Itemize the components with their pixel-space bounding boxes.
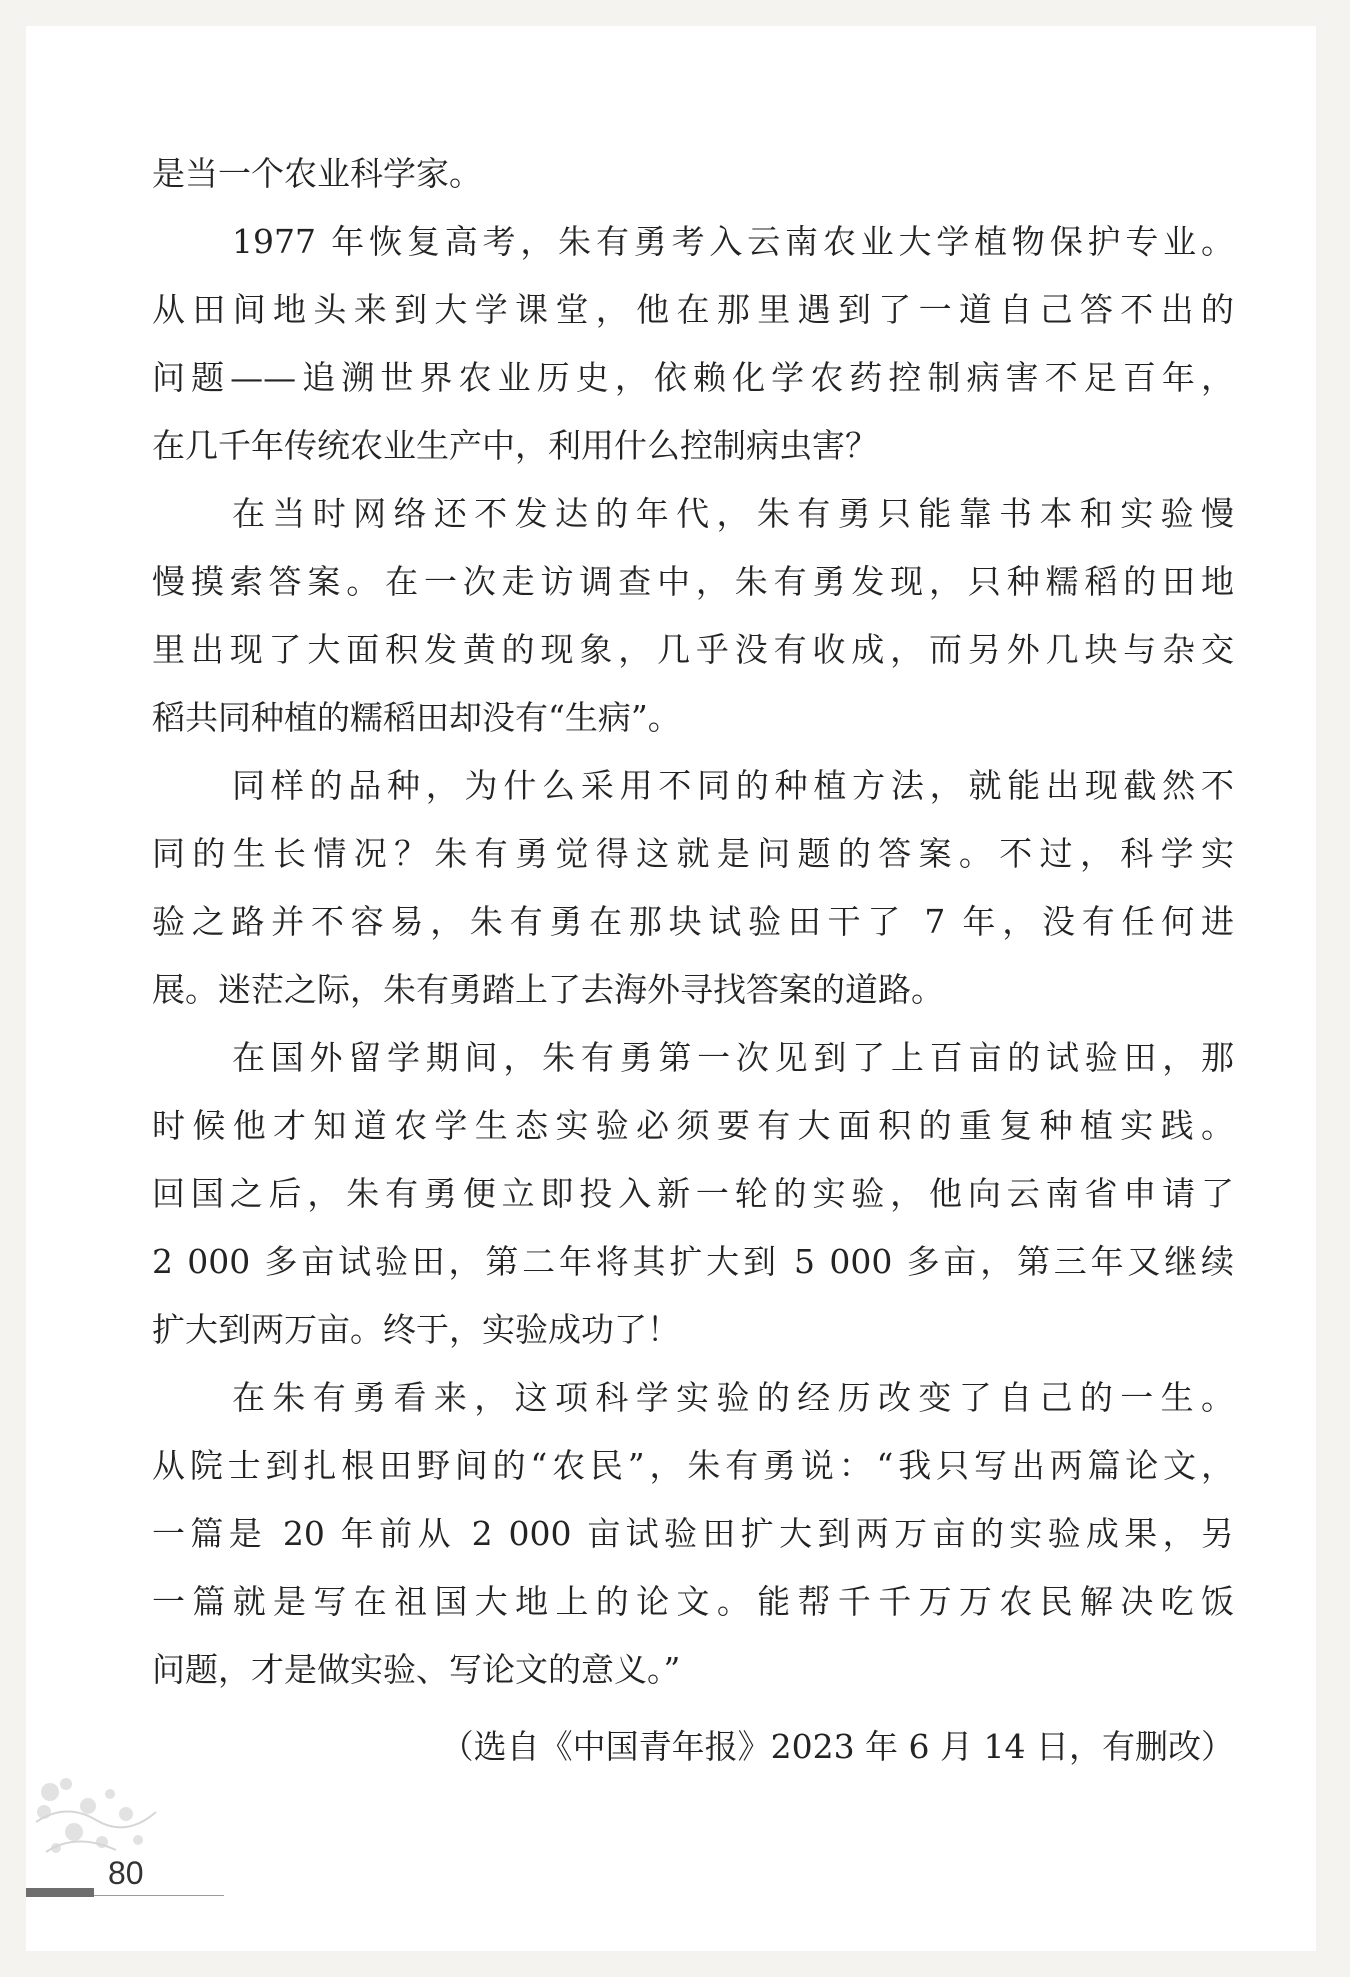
text-line: 展。迷茫之际，朱有勇踏上了去海外寻找答案的道路。 — [152, 970, 944, 1009]
text-line: 稻共同种植的糯稻田却没有“生病”。 — [152, 698, 681, 737]
text-line: 在国外留学期间，朱有勇第一次见到了上百亩的试验田，那 — [232, 1038, 1234, 1077]
floral-decoration-icon — [26, 1762, 176, 1872]
text-line: 慢摸索答案。在一次走访调查中，朱有勇发现，只种糯稻的田地 — [152, 562, 1234, 601]
page-number-bar — [26, 1888, 94, 1897]
text-line: 是当一个农业科学家。 — [152, 154, 482, 193]
text-line: 时候他才知道农学生态实验必须要有大面积的重复种植实践。 — [152, 1106, 1234, 1145]
page-number-rule — [94, 1895, 224, 1896]
text-line: 验之路并不容易，朱有勇在那块试验田干了 7 年，没有任何进 — [152, 902, 1234, 941]
text-line: 问题——追溯世界农业历史，依赖化学农药控制病害不足百年， — [152, 358, 1234, 397]
text-line: 1977 年恢复高考，朱有勇考入云南农业大学植物保护专业。 — [232, 222, 1234, 261]
text-line: 一篇就是写在祖国大地上的论文。能帮千千万万农民解决吃饭 — [152, 1582, 1234, 1621]
text-line: 2 000 多亩试验田，第二年将其扩大到 5 000 多亩，第三年又继续 — [152, 1242, 1234, 1281]
text-line: 扩大到两万亩。终于，实验成功了！ — [152, 1310, 680, 1349]
text-line: 在朱有勇看来，这项科学实验的经历改变了自己的一生。 — [232, 1378, 1234, 1417]
text-line: 在几千年传统农业生产中，利用什么控制病虫害？ — [152, 426, 878, 465]
page-number: 80 — [108, 1855, 144, 1891]
text-line: 在当时网络还不发达的年代，朱有勇只能靠书本和实验慢 — [232, 494, 1234, 533]
text-line: 里出现了大面积发黄的现象，几乎没有收成，而另外几块与杂交 — [152, 630, 1234, 669]
text-line: 同的生长情况？朱有勇觉得这就是问题的答案。不过，科学实 — [152, 834, 1234, 873]
text-line: 从院士到扎根田野间的“农民”，朱有勇说：“我只写出两篇论文， — [152, 1446, 1234, 1485]
text-line: 同样的品种，为什么采用不同的种植方法，就能出现截然不 — [232, 766, 1234, 805]
source-citation: （选自《中国青年报》2023 年 6 月 14 日，有删改） — [440, 1727, 1234, 1766]
text-line: 一篇是 20 年前从 2 000 亩试验田扩大到两万亩的实验成果，另 — [152, 1514, 1234, 1553]
text-line: 从田间地头来到大学课堂，他在那里遇到了一道自己答不出的 — [152, 290, 1234, 329]
text-line: 问题，才是做实验、写论文的意义。” — [152, 1650, 681, 1689]
text-line: 回国之后，朱有勇便立即投入新一轮的实验，他向云南省申请了 — [152, 1174, 1234, 1213]
article-body — [152, 140, 1234, 1704]
